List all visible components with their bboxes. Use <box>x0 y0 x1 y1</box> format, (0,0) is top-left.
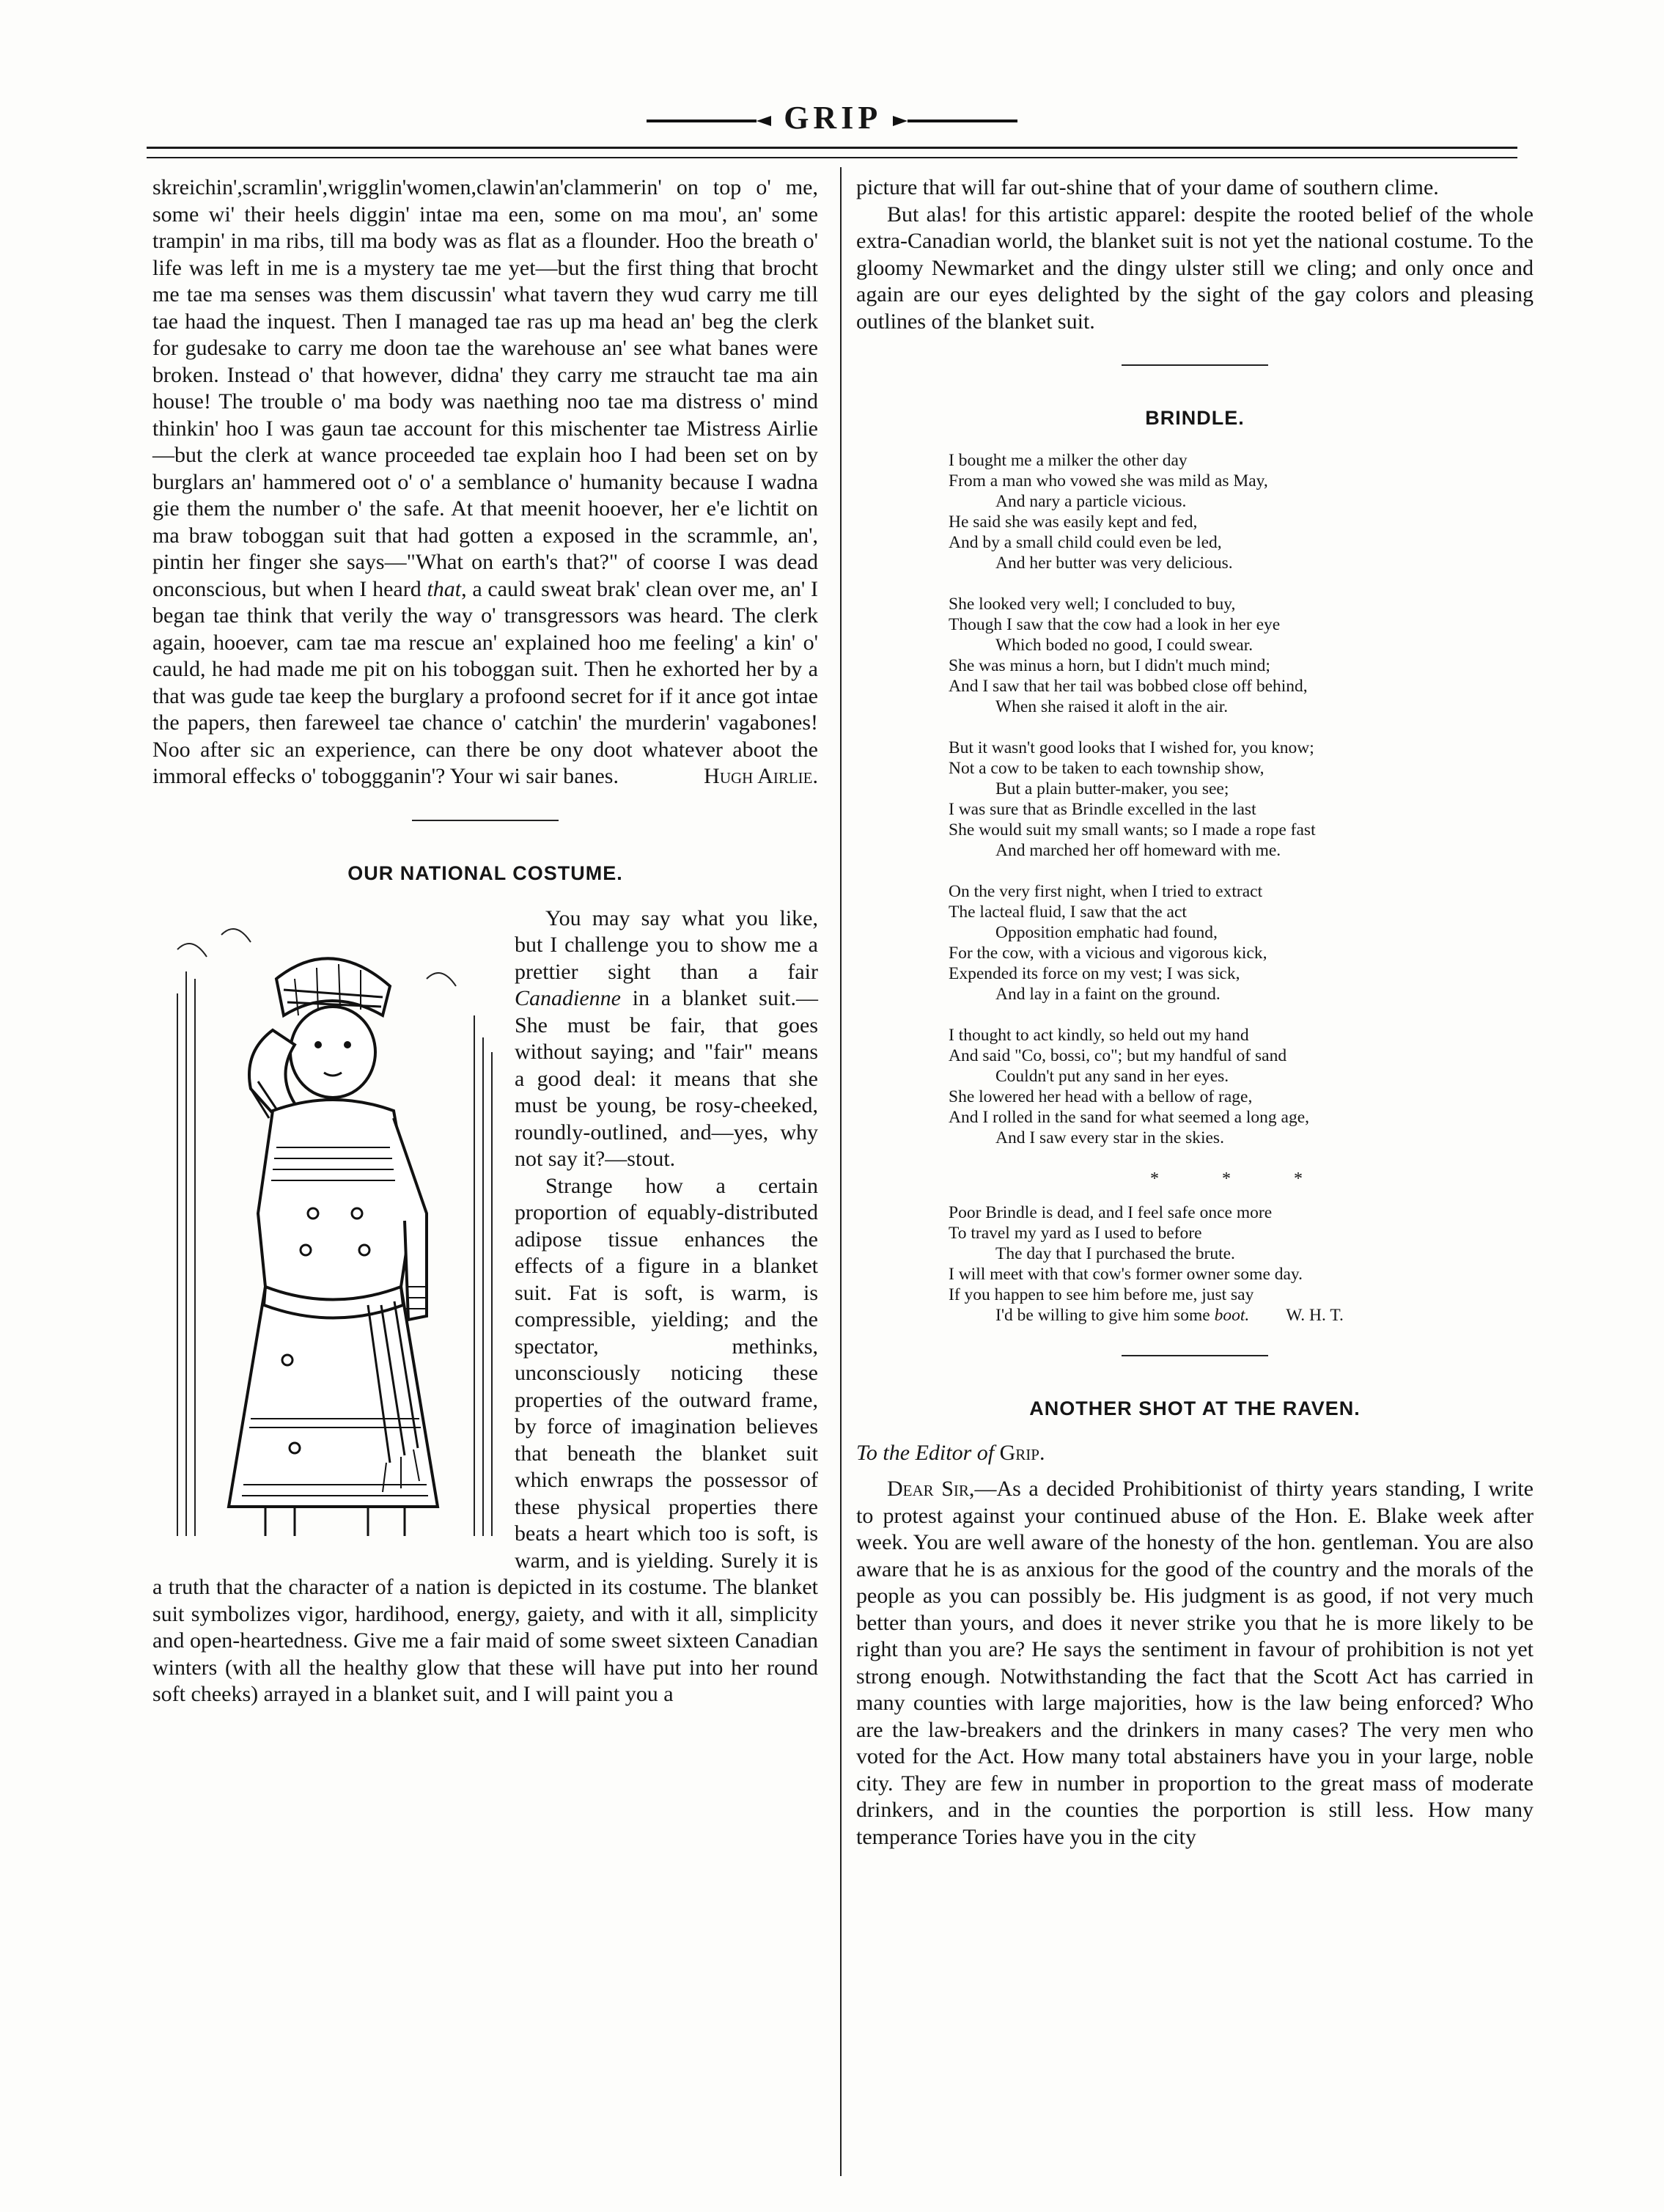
raven-letter-body: Dear Sir,—As a decided Prohibitionist of thirty years standing, I write to protest against your continued abuse of the Hon. E. Blake week after week. You are well aware of the honesty of the hon. gentleman. You are also aware that he is as anxious for the good of the country and the morals of the people as you can possibly be. His judgment is as good, if not very much better than yours, and does it never strike you that he is more likely to be right than you are? He says the sentiment in favour of prohibition is not yet strong enough. Notwithstanding the fact that the Scott Act has carried in many counties with large majorities, how is the law being enforced? Who are the law-breakers and the drinkers in many cases? The very men who voted for the Act. How many total abstainers have you in your large, noble city. They are few in number in proportion to the great mass of moderate drinkers, and in the counties the porportion is still less. How many temperance Tories have you in the city <box>856 1477 1534 1849</box>
section-rule-3 <box>1122 1355 1268 1356</box>
poem-stanza: I bought me a milker the other day From a man who vowed she was mild as May, And nary a particle vicious. He said she was easily kept and fed, And by a small child could even be led, And her butter was very delicious. <box>949 451 1268 573</box>
national-costume-article <box>152 862 818 1708</box>
costume-paragraph-3: But alas! for this artistic apparel: despite the rooted belief of the whole extra-Canadian world, the blanket suit is not yet the national costume. To the gloomy Newmarket and the dingy ulster still we cling; and only once and again are our eyes delighted by the sight of the gay colors and pleasing outlines of the blanket suit. <box>856 202 1534 334</box>
national-costume-heading: OUR NATIONAL COSTUME. <box>347 861 623 884</box>
masthead-title: GRIP <box>784 100 880 136</box>
brindle-heading: BRINDLE. <box>1145 407 1245 429</box>
blanket-suit-woman-drawing <box>148 905 507 1551</box>
costume-continuation: picture that will far out-shine that of your dame of southern clime. <box>856 175 1439 199</box>
masthead <box>147 99 1517 136</box>
masthead-left-ornament <box>647 114 771 128</box>
header-rule-bottom <box>147 157 1517 158</box>
costume-paragraph-2: Strange how a certain proportion of equably-distributed adipose tissue enhances the effects of a figure in a blanket suit. Fat is soft, is warm, is compressible, yielding; and the spectator, methinks, unconsciously noticing these properties of the outward frame, by force of imagination believes that beneath the blanket suit which enwraps the possessor of these physical properties there beats a heart which too is soft, is warm, and is yielding. Surely it is a truth that the character of a nation is depicted in its costume. The blanket suit symbolizes vigor, hardihood, energy, gaiety, and with it all, simplicity and open-heartedness. Give me a fair maid of some sweet sixteen Canadian winters (with all the healthy glow that these will have put into her round soft cheeks) arrayed in a blanket suit, and I will paint you a <box>152 1173 818 1706</box>
poem-stars-separator: * * * <box>1150 1169 1332 1188</box>
salutation: Dear Sir, <box>887 1477 975 1501</box>
masthead-right-ornament <box>893 114 1017 128</box>
poem-signature: W. H. T. <box>1286 1306 1344 1325</box>
poem-stanza: She looked very well; I concluded to buy, Though I saw that the cow had a look in her eye Which boded no good, I could swear. She was minus a horn, but I didn't much mind; And I saw that her tail was bobbed close off behind, When she raised it aloft in the air. <box>949 595 1308 716</box>
section-rule-2 <box>1122 364 1268 366</box>
costume-paragraph-1: You may say what you like, but I challenge you to show me a prettier sight than a fair Canadienne in a blanket suit.—She must be fair, that goes without saying; and "fair" means a good deal: it means that she must be young, be rosy-cheeked, roundly-outlined, and—yes, why not say it?—stout. <box>515 905 819 1171</box>
poem-stanza: I thought to act kindly, so held out my hand And said "Co, bossi, co"; but my handful of sand Couldn't put any sand in her eyes. She lowered her head with a bellow of rage, And I rolled in the sand for what seemed a long age, And I saw every star in the skies. <box>949 1026 1310 1147</box>
column-divider <box>840 167 842 2176</box>
brindle-poem <box>949 450 1534 1326</box>
blanket-suit-illustration <box>148 905 507 1551</box>
section-rule <box>412 820 559 821</box>
hugh-airlie-signature: Hugh Airlie. <box>704 764 818 788</box>
left-column <box>152 174 818 1708</box>
poem-stanza: But it wasn't good looks that I wished for, you know; Not a cow to be taken to each township show, But a plain butter-maker, you see; I was sure that as Brindle excelled in the last She would suit my small wants; so I made a rope fast And marched her off homeward with me. <box>949 738 1316 860</box>
header-rule-top <box>147 147 1517 149</box>
to-the-editor: To the Editor of Grip. <box>856 1441 1045 1465</box>
toboggan-letter-continuation: skreichin',scramlin',wrigglin'women,clawin'an'clammerin' on top o' me, some wi' their heels diggin' intae ma een, some on ma mou', an' some trampin' in ma ribs, till ma body was as flat as a flounder. Hoo the breath o' life was left in me is a mystery tae me yet—but the first thing that brocht me tae ma senses was them discussin' what tavern they wud carry me till tae haad the inquest. Then I managed tae ras up ma head an' beg the clerk for gudesake to carry me doon tae the warehouse an' see what banes were broken. Instead o' that however, didna' they carry me straucht tae ma ain house! The trouble o' ma body was naething noo tae ma distress o' mind thinkin' hoo I was gaun tae account for this mischenter tae Mistress Airlie—but the clerk at wance proceeded tae explain hoo I had been set on by burglars an' hammered oot o' o' a semblance o' humanity because I wadna gie them the number o' the safe. At that meenit hooever, her e'e lichtit on ma braw toboggan suit that had gotten a exposed in the scrammle, an', pintin her finger she says—"What on earth's that?" of coorse I was dead onconscious, but when I heard that, a cauld sweat brak' clean over me, an' I began tae think that verily the way o' transgressors was heard. The clerk again, hooever, cam tae ma rescue an' explained hoo me feeling' a kin' o' cauld, he had made me pit on his toboggan suit. Then he exhorted her by a that was gude tae keep the burglary a profoond secret for if it ance got intae the papers, then fareweel tae chance o' catchin' the murderin' vagabones! Noo after sic an experience, can there be ony doot whatever aboot the immoral effecks o' toboggganin'? Your wi sair banes. Hugh Airlie. <box>152 174 818 790</box>
poem-final-stanza: Poor Brindle is dead, and I feel safe once more To travel my yard as I used to before The day that I purchased the brute. I will meet with that cow's former owner some day. If you happen to see him before me, just say I'd be willing to give him some boot. W. H. T. <box>949 1203 1344 1325</box>
raven-heading: ANOTHER SHOT AT THE RAVEN. <box>1029 1397 1361 1419</box>
poem-stanza: On the very first night, when I tried to extract The lacteal fluid, I saw that the act Opposition emphatic had found, For the cow, with a vicious and vigorous kick, Expended its force on my vest; I was sick, And lay in a faint on the ground. <box>949 882 1267 1004</box>
right-column <box>856 174 1534 1851</box>
